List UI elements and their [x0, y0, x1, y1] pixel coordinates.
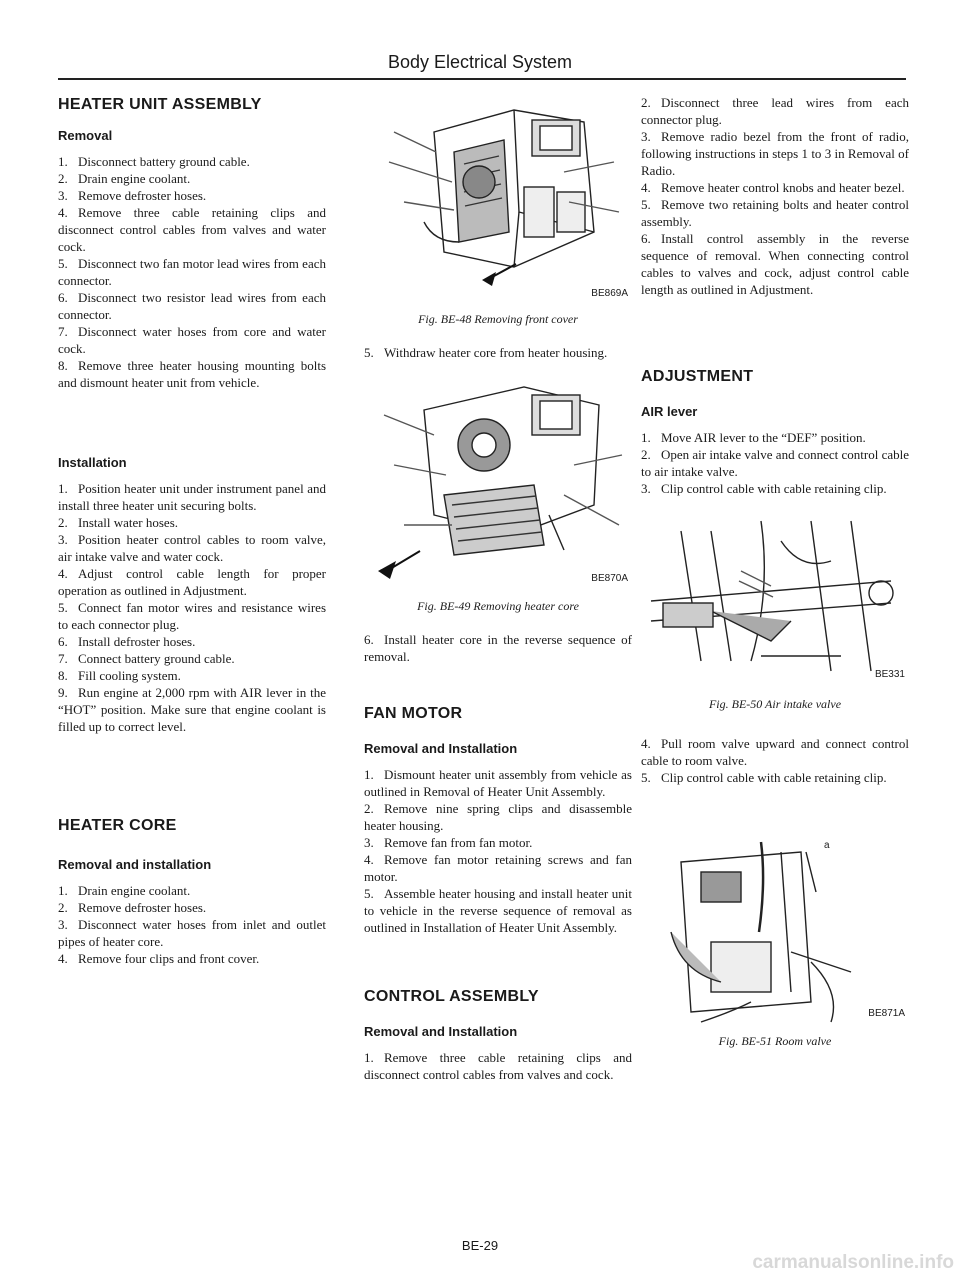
figure-be-49 — [364, 375, 632, 617]
subsection-heater-core: Removal and installation — [58, 857, 212, 872]
step: 7. Disconnect water hoses from core and water cock. — [58, 324, 326, 356]
step: 4. Adjust control cable length for proper operation as outlined in Adjustment. — [58, 566, 326, 598]
step: 3. Remove fan from fan motor. — [364, 835, 533, 850]
step: 5. Clip control cable with cable retaining clip. — [641, 770, 887, 785]
figure-be-48 — [364, 92, 632, 328]
section-title-control-assembly: CONTROL ASSEMBLY — [364, 988, 539, 1005]
column-middle — [364, 92, 632, 1083]
step: 1. Position heater unit under instrument panel and install three heater unit securing bolts. — [58, 481, 326, 513]
room-valve-illustration — [641, 822, 909, 1028]
step: 1. Drain engine coolant. — [58, 883, 191, 898]
step: 6. Install heater core in the reverse sequence of removal. — [364, 632, 632, 664]
watermark: carmanualsonline.info — [752, 1252, 954, 1273]
figure-code: BE331 — [874, 669, 905, 680]
air-intake-valve-illustration — [641, 511, 909, 687]
step: 8. Remove three heater housing mounting bolts and dismount heater unit from vehicle. — [58, 358, 326, 390]
figure-code: BE870A — [591, 573, 628, 584]
step: 1. Move AIR lever to the “DEF” position. — [641, 430, 866, 445]
section-title-adjustment: ADJUSTMENT — [641, 368, 754, 385]
room-valve-steps — [641, 735, 909, 786]
step: 9. Run engine at 2,000 rpm with AIR lever in the “HOT” position. Make sure that engine coolant is filled up to correct level. — [58, 685, 326, 734]
step: 1. Dismount heater unit assembly from vehicle as outlined in Removal of Heater Unit Assembly. — [364, 767, 632, 799]
step: 2. Install water hoses. — [58, 515, 179, 530]
step: 1. Disconnect battery ground cable. — [58, 154, 250, 169]
front-cover-illustration — [364, 92, 632, 308]
control-steps-continued — [641, 94, 909, 298]
step: 5. Remove two retaining bolts and heater control assembly. — [641, 197, 909, 229]
fan-motor-steps — [364, 766, 632, 936]
step: 8. Fill cooling system. — [58, 668, 181, 683]
air-lever-steps — [641, 429, 909, 497]
figure-be-51 — [641, 822, 909, 1052]
section-title-heater-unit: HEATER UNIT ASSEMBLY — [58, 96, 262, 113]
step: 4. Pull room valve upward and connect control cable to room valve. — [641, 736, 909, 768]
step: 3. Disconnect water hoses from inlet and outlet pipes of heater core. — [58, 917, 326, 949]
step: 3. Position heater control cables to room valve, air intake valve and water cock. — [58, 532, 326, 564]
step: 3. Clip control cable with cable retaining clip. — [641, 481, 887, 496]
header-rule — [58, 78, 906, 80]
subsection-air-lever: AIR lever — [641, 404, 698, 419]
step: 6. Install defroster hoses. — [58, 634, 196, 649]
page-header: Body Electrical System — [387, 52, 573, 72]
svg-text:a: a — [824, 840, 830, 851]
withdraw-step — [364, 344, 632, 361]
step: 5. Disconnect two fan motor lead wires from each connector. — [58, 256, 326, 288]
column-right — [641, 94, 909, 1052]
step: 4. Remove three cable retaining clips and disconnect control cables from valves and water cock. — [58, 205, 326, 254]
step: 6. Install control assembly in the reverse sequence of removal. When connecting control cables to valves and cock, adjust control cable length as outlined in Adjustment. — [641, 231, 909, 297]
subsection-removal: Removal — [58, 128, 113, 143]
step: 2. Remove nine spring clips and disassemble heater housing. — [364, 801, 632, 833]
figure-code: BE871A — [868, 1008, 905, 1019]
step: 6. Disconnect two resistor lead wires from each connector. — [58, 290, 326, 322]
step: 4. Remove fan motor retaining screws and fan motor. — [364, 852, 632, 884]
step: 3. Remove defroster hoses. — [58, 188, 207, 203]
figure-caption: Fig. BE-49 Removing heater core — [417, 599, 579, 613]
removal-steps — [58, 153, 326, 391]
section-title-fan-motor: FAN MOTOR — [364, 705, 463, 722]
subsection-installation: Installation — [58, 455, 127, 470]
figure-caption: Fig. BE-50 Air intake valve — [708, 697, 842, 711]
install-core-step — [364, 631, 632, 665]
heater-core-illustration — [364, 375, 632, 593]
step: 3. Remove radio bezel from the front of radio, following instructions in steps 1 to 3 in Removal of Radio. — [641, 129, 909, 178]
subsection-fan-motor: Removal and Installation — [364, 741, 518, 756]
figure-be-50 — [641, 511, 909, 711]
figure-code: BE869A — [591, 288, 628, 299]
section-title-heater-core: HEATER CORE — [58, 817, 177, 834]
heater-core-steps — [58, 882, 326, 967]
figure-caption: Fig. BE-48 Removing front cover — [418, 312, 578, 326]
step: 4. Remove heater control knobs and heater bezel. — [641, 180, 905, 195]
column-left — [58, 92, 326, 967]
figure-caption: Fig. BE-51 Room valve — [718, 1034, 832, 1048]
step: 4. Remove four clips and front cover. — [58, 951, 260, 966]
page-number: BE-29 — [461, 1238, 499, 1253]
step: 5. Assemble heater housing and install heater unit to vehicle in the reverse sequence of removal as outlined in Installation of Heater Unit Assembly. — [364, 886, 632, 935]
step: 2. Remove defroster hoses. — [58, 900, 207, 915]
step: 7. Connect battery ground cable. — [58, 651, 235, 666]
step: 2. Open air intake valve and connect control cable to air intake valve. — [641, 447, 909, 479]
step: 2. Drain engine coolant. — [58, 171, 191, 186]
subsection-control-assembly: Removal and Installation — [364, 1024, 518, 1039]
installation-steps — [58, 480, 326, 735]
step: 2. Disconnect three lead wires from each connector plug. — [641, 95, 909, 127]
control-assembly-steps — [364, 1049, 632, 1083]
step: 5. Connect fan motor wires and resistance wires to each connector plug. — [58, 600, 326, 632]
step: 5. Withdraw heater core from heater housing. — [364, 345, 608, 360]
step: 1. Remove three cable retaining clips and disconnect control cables from valves and cock. — [364, 1050, 632, 1082]
